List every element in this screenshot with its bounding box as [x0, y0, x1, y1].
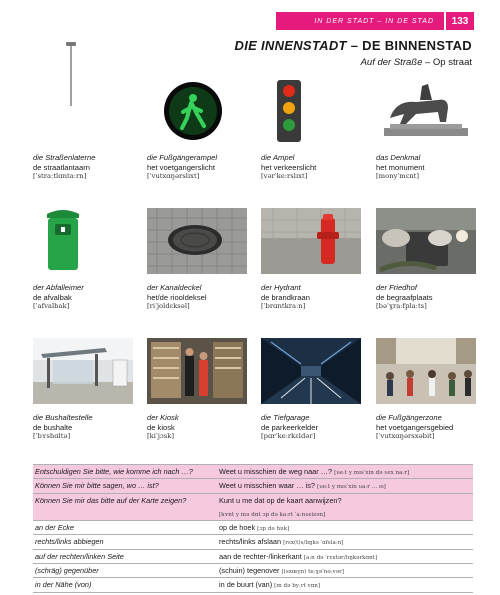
phrase-de: Entschuldigen Sie bitte, wie komme ich nach …? [35, 467, 193, 476]
item-nl: de afvalbak [33, 292, 72, 302]
phrase-phonetic: [kʏnt y mə dɑt ɔp də kaːrt ˈaːnʋɛizən] [219, 511, 326, 518]
item-caption-10 [147, 413, 259, 442]
phrase-nl [219, 521, 473, 534]
item-phonetic: [riˈjoldɛksəl] [147, 302, 190, 311]
item-de: die Fußgängerzone [376, 413, 442, 422]
item-nl: de brandkraan [261, 292, 310, 302]
item-caption-6 [147, 283, 259, 312]
item-de: der Kanaldeckel [147, 283, 202, 292]
kiosk-image [147, 338, 247, 404]
phrase-row [33, 479, 473, 493]
phrase-nl [219, 564, 473, 577]
phrase-row [33, 550, 473, 564]
item-nl: het verkeerslicht [261, 162, 317, 172]
phrase-nl-text: aan de rechter-/linkerkant [219, 551, 302, 561]
item-phonetic: [ˈbʏshɑltə] [33, 432, 71, 441]
phrase-table [33, 464, 473, 593]
phrase-de: Können Sie mir bitte sagen, wo … ist? [35, 481, 159, 491]
page-title [235, 38, 473, 53]
phrase-phonetic: [rɛx(t)s/lɪŋks ˈɑfslaːn] [283, 540, 344, 547]
item-phonetic: [pɑrˈkeːrkɛldər] [261, 432, 316, 441]
phrase-phonetic: [ɔp də huk] [257, 526, 290, 533]
item-caption-2 [147, 153, 259, 182]
manhole-cover-image [147, 208, 247, 274]
item-nl: de bushalte [33, 422, 73, 432]
page-subtitle-separator: – [422, 57, 433, 68]
item-phonetic: [ˈstraːtlɑntaːrn] [33, 172, 87, 181]
item-phonetic: [vərˈkeːrslɪxt] [261, 172, 308, 181]
phrase-row [33, 564, 473, 578]
cemetery-image [376, 208, 476, 274]
bus-stop-image [33, 338, 133, 404]
item-caption-8 [376, 283, 488, 312]
item-de: der Abfalleimer [33, 283, 84, 292]
traffic-light-image [261, 78, 361, 144]
item-nl: de kiosk [147, 422, 175, 432]
item-phonetic: [ˈvutxɑŋərslɪxt] [147, 172, 200, 181]
phrase-nl-text: Kunt u me dat op de kaart aanwijzen? [219, 495, 342, 505]
item-de: der Friedhof [376, 283, 417, 292]
phrase-nl-text: op de hoek [219, 523, 256, 533]
page-title-separator: – [346, 38, 363, 53]
item-caption-5 [33, 283, 145, 312]
phrase-row [33, 535, 473, 549]
phrase-nl-text: Weet u misschien de weg naar …? [219, 467, 333, 476]
phrase-phonetic: [(sxœyn) teːɣəˈnoːvər] [281, 569, 344, 576]
item-phonetic: [ˈbrɑntkraːn] [261, 302, 306, 311]
item-nl: het voetgangersgebied [376, 422, 454, 432]
item-nl: de begraafplaats [376, 292, 433, 302]
phrase-nl-text: (schuin) tegenover [219, 566, 280, 576]
phrase-nl [219, 550, 473, 563]
page-subtitle-de: Auf der Straße [360, 57, 423, 68]
phrase-nl [219, 494, 473, 507]
item-caption-4 [376, 153, 488, 182]
phrase-row [33, 465, 473, 479]
item-caption-7 [261, 283, 373, 312]
phrase-row [33, 494, 473, 507]
phrase-de: Können Sie mir das bitte auf der Karte zeigen? [35, 495, 187, 505]
phrase-row-continuation [33, 507, 473, 521]
street-lamp-image [33, 40, 133, 106]
item-phonetic: [bəˈɣraːfplaːts] [376, 302, 427, 311]
item-caption-3 [261, 153, 373, 182]
item-nl: het/de riooldeksel [147, 292, 207, 302]
phrase-nl [219, 535, 473, 548]
page-title-de: DIE INNENSTADT [234, 38, 347, 53]
item-de: das Denkmal [376, 153, 421, 162]
item-de: die Ampel [261, 153, 295, 162]
phrase-nl-text: rechts/links afslaan [219, 537, 282, 547]
item-phonetic: [monyˈmɛnt] [376, 172, 420, 181]
item-nl: het voetgangerslicht [147, 162, 215, 172]
section-title: IN DER STADT – IN DE STAD [314, 17, 434, 25]
phrase-de: auf der rechten/linken Seite [35, 551, 124, 561]
page-subtitle-nl: Op straat [432, 57, 472, 68]
item-phonetic: [ˈafvalbak] [33, 302, 70, 311]
page-number: 133 [446, 12, 474, 30]
phrase-nl-text: Weet u misschien waar … is? [219, 481, 315, 491]
item-phonetic: [kiˈjɔsk] [147, 432, 174, 441]
phrase-de: in der Nähe (von) [35, 580, 92, 590]
item-de: der Hydrant [261, 283, 301, 292]
phrase-row [33, 521, 473, 535]
trash-bin-image [33, 208, 133, 274]
phrase-de: an der Ecke [35, 523, 74, 533]
item-phonetic: [ˈvutxɑŋərsxəbit] [376, 432, 435, 441]
monument-image [376, 78, 476, 144]
item-de: die Fußgängerampel [147, 153, 218, 162]
item-de: die Bushaltestelle [33, 413, 93, 422]
page-subtitle [361, 57, 472, 68]
phrase-phonetic: [ɪn də byːrt vɑn] [274, 583, 321, 590]
item-nl: de parkeerkelder [261, 422, 318, 432]
item-caption-9 [33, 413, 145, 442]
phrase-nl-text: in de buurt (van) [219, 580, 273, 590]
phrase-phonetic: [ʋeːt y mɪsˈxin ʋaːr … ɪs] [317, 484, 386, 491]
phrase-de: rechts/links abbiegen [35, 537, 104, 547]
phrase-nl [219, 465, 473, 478]
phrase-phonetic: [ʋeːt y mɪsˈxin də ʋɛx naːr] [334, 470, 410, 476]
item-de: die Tiefgarage [261, 413, 310, 422]
pedestrian-zone-image [376, 338, 476, 404]
item-de: die Straßenlaterne [33, 153, 96, 162]
item-caption-12 [376, 413, 488, 442]
underground-garage-image [261, 338, 361, 404]
phrase-nl [219, 479, 473, 492]
item-de: der Kiosk [147, 413, 179, 422]
item-caption-11 [261, 413, 373, 442]
phrase-row [33, 578, 473, 592]
item-caption-1 [33, 153, 145, 182]
phrase-nl [219, 507, 473, 520]
phrase-de: (schräg) gegenüber [35, 566, 99, 576]
phrase-nl [219, 578, 473, 591]
section-header-bar [276, 12, 444, 30]
item-nl: de straatlantaarn [33, 162, 90, 172]
page-title-nl: DE BINNENSTAD [362, 38, 472, 53]
hydrant-image [261, 208, 361, 274]
item-nl: het monument [376, 162, 425, 172]
pedestrian-light-image [147, 78, 247, 144]
phrase-phonetic: [aːn də ˈrɛxtər/lɪŋkərkɑnt] [303, 554, 378, 561]
